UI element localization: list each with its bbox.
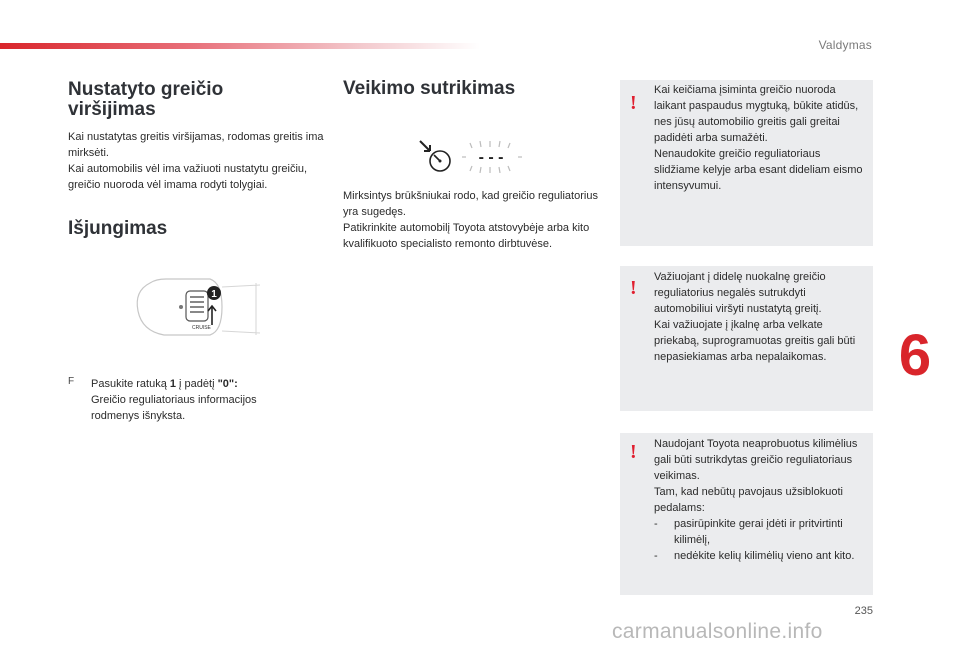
note-text: Kai važiuojate į įkalnę arba velkate priekabą, suprogramuotas greitis gali būti nepasiekiamas arba nepalaikomas. xyxy=(654,319,856,363)
malfunction-display-illustration xyxy=(418,139,526,173)
note-text: Važiuojant į didelę nuokalnę greičio reguliatorius negalės sutrukdyti automobiliui viršyti nustatytą greitį. xyxy=(654,271,826,315)
watermark: carmanualsonline.info xyxy=(612,620,823,643)
paragraph: Kai nustatytas greitis viršijamas, rodomas greitis ima mirksėti. xyxy=(68,131,324,159)
flashing-dashes: - - - xyxy=(478,149,504,166)
section-title: Valdymas xyxy=(818,38,872,52)
malfunction-heading: Veikimo sutrikimas xyxy=(343,78,516,99)
chapter-number: 6 xyxy=(898,323,932,388)
warning-icon: ! xyxy=(630,277,637,299)
page-number: 235 xyxy=(854,605,873,617)
paragraph: Patikrinkite automobilį Toyota atstovybėje arba kito kvalifikuoto specialisto remonto dirbtuvėse. xyxy=(343,222,590,250)
paragraph: Mirksintys brūkšniukai rodo, kad greičio reguliatorius yra sugedęs. xyxy=(343,190,598,218)
header-accent-bar xyxy=(0,43,480,49)
warning-note xyxy=(620,80,873,246)
switch-off-heading: Išjungimas xyxy=(68,218,168,239)
note-text: Nenaudokite greičio reguliatoriaus slidžiame kelyje arba esant dideliam eismo intensyvumui. xyxy=(654,148,863,192)
list-item: - nedėkite kelių kilimėlių vieno ant kito. xyxy=(654,548,863,564)
cruise-stalk-illustration xyxy=(130,273,265,341)
note-text: Tam, kad nebūtų pavojaus užsiblokuoti pedalams: xyxy=(654,486,843,514)
warning-icon: ! xyxy=(630,92,637,114)
callout-number: 1 xyxy=(211,289,217,300)
note-list xyxy=(654,516,863,564)
turn-arrow-icon xyxy=(208,306,216,325)
overspeed-heading: Nustatyto greičio viršijimas xyxy=(68,79,224,120)
thumbwheel xyxy=(186,291,208,321)
pointer-arrow-icon xyxy=(420,141,430,151)
warning-note xyxy=(620,266,873,411)
note-text: Naudojant Toyota neaprobuotus kilimėlius gali būti sutrikdytas greičio reguliatoriaus veikimas. xyxy=(654,438,858,482)
malfunction-text xyxy=(343,188,609,252)
warning-icon: ! xyxy=(630,441,637,463)
list-item: - pasirūpinkite gerai įdėti ir pritvirtinti kilimėlį, xyxy=(654,516,863,548)
step-text: Pasukite ratuką 1 į padėtį "0": Greičio reguliatoriaus informacijos rodmenys išnyksta. xyxy=(91,378,257,422)
cruise-label: CRUISE xyxy=(192,325,211,331)
overspeed-text xyxy=(68,129,324,193)
step-bullet: F xyxy=(68,376,75,387)
warning-note xyxy=(620,433,873,595)
steering-column xyxy=(222,283,260,335)
switch-off-step xyxy=(68,376,308,424)
paragraph: Kai automobilis vėl ima važiuoti nustatytu greičiu, greičio nuoroda vėl imama rodyti tolygiai. xyxy=(68,163,308,191)
position-dot xyxy=(179,305,183,309)
note-text: Kai keičiama įsiminta greičio nuoroda laikant paspaudus mygtuką, būkite atidūs, nes jūsų automobilio greitis gali greitai padidėti arba sumažėti. xyxy=(654,84,859,144)
